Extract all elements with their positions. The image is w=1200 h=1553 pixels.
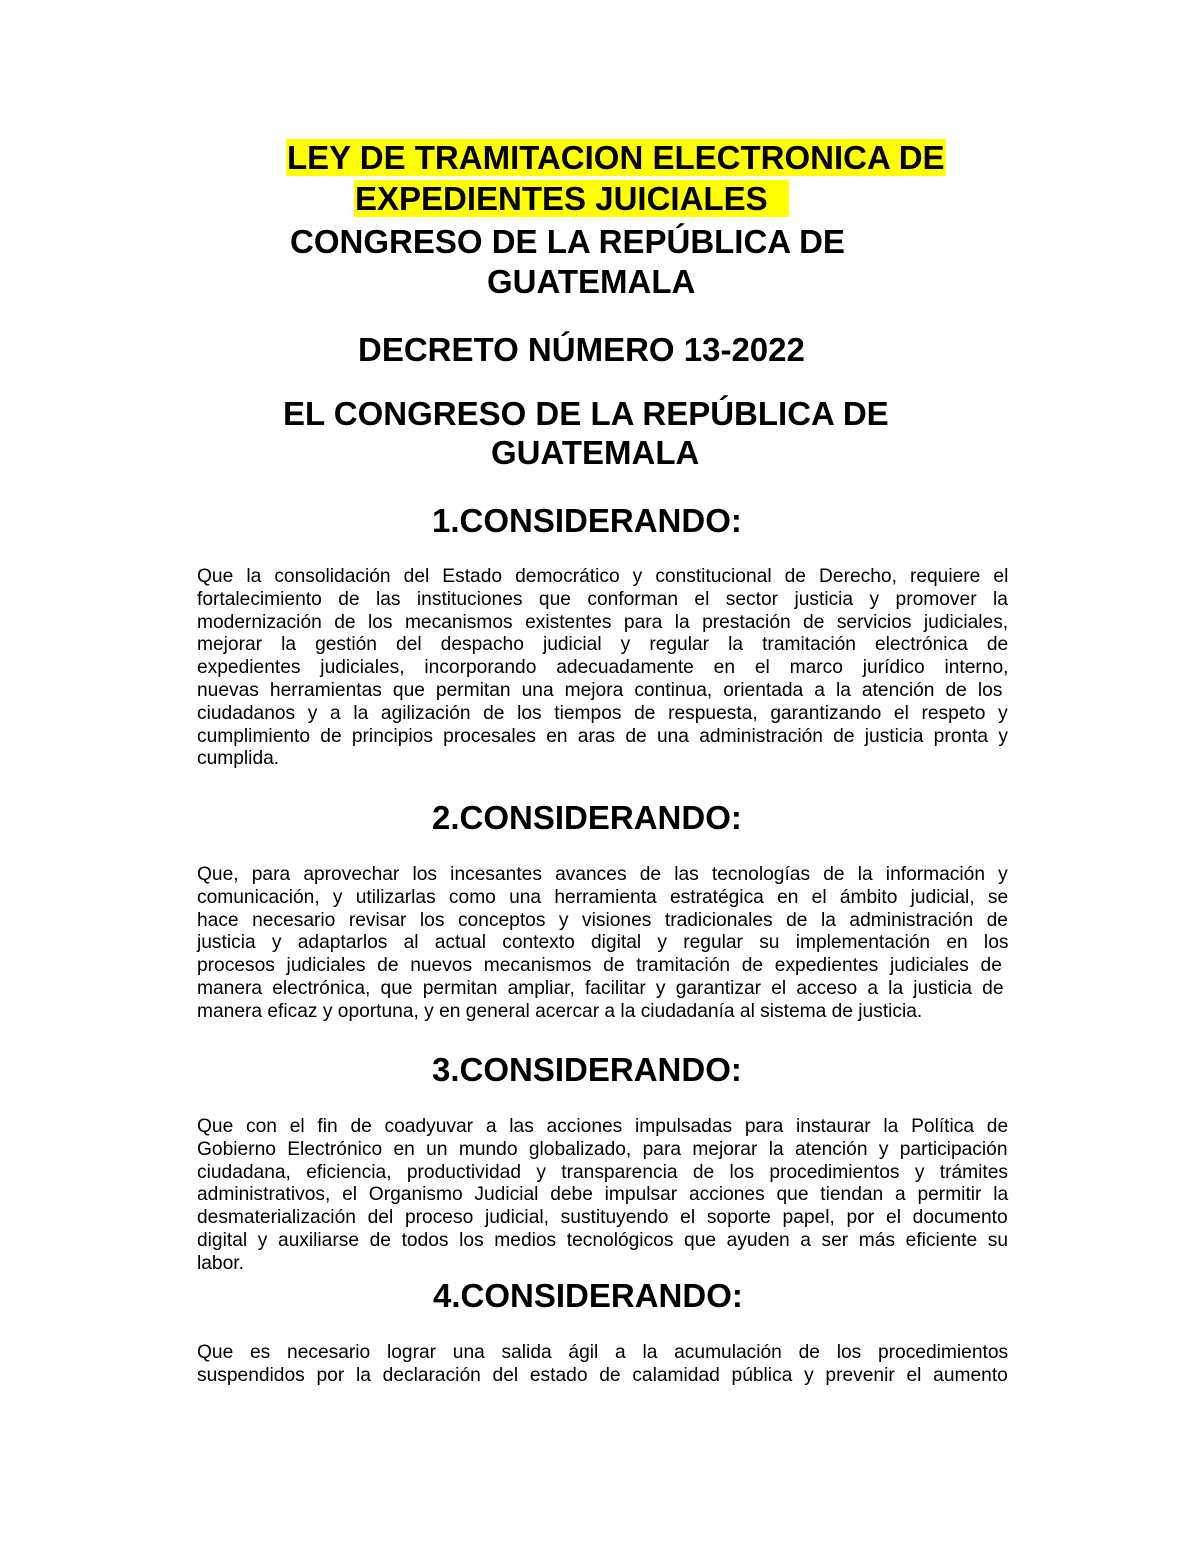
paragraph-line: Que con el fin de coadyuvar a las acciones impulsadas para instaurar la Política de [197,1116,1009,1137]
title-highlight: LEY DE TRAMITACION ELECTRONICA DE [287,139,945,176]
title-highlight: EXPEDIENTES JUICIALES [355,180,768,217]
paragraph-line: ciudadanos y a la agilización de los tiempos de respuesta, garantizando el respeto y [197,702,1008,724]
paragraph-line: cumplimiento de principios procesales en aras de una administración de justicia pronta y [197,725,1008,747]
issuer-heading-line-2: GUATEMALA [491,434,700,471]
paragraph-line: ciudadana, eficiencia, productividad y transparencia de los procedimientos y trámites [197,1161,1008,1183]
paragraph-line: fortalecimiento de las instituciones que conforman el sector justicia y promover la [197,588,1008,610]
paragraph-line: justicia y adaptarlos al actual contexto digital y regular su implementación en los [197,932,1009,954]
document-title-line-1 [286,139,946,177]
document-title-line-2 [354,180,789,218]
issuer-heading-line-1: EL CONGRESO DE LA REPÚBLICA DE [283,395,889,432]
paragraph-line: Que la consolidación del Estado democrático y constitucional de Derecho, requiere el [197,566,1009,587]
paragraph-line: labor. [197,1252,244,1274]
paragraph-line: Gobierno Electrónico en un mundo globalizado, para mejorar la atención y participación [197,1138,1008,1160]
paragraph-line: comunicación, y utilizarlas como una herramienta estratégica en el ámbito judicial, se [197,886,1009,908]
paragraph-line: manera electrónica, que permitan ampliar, facilitar y garantizar el acceso a la justicia de [197,977,1004,999]
section-heading-2: 2.CONSIDERANDO: [432,799,742,836]
paragraph-line: hace necesario revisar los conceptos y visiones tradicionales de la administración de [197,909,1008,931]
section-heading-1: 1.CONSIDERANDO: [432,502,742,539]
congress-heading-line-2: GUATEMALA [487,263,696,300]
paragraph-line: nuevas herramientas que permitan una mejora continua, orientada a la atención de los [197,679,1003,701]
section-paragraph-4 [197,1342,1008,1388]
paragraph-line: modernización de los mecanismos existentes para la prestación de servicios judiciales, [197,611,1009,633]
paragraph-line: suspendidos por la declaración del estado de calamidad pública y prevenir el aumento [197,1364,1008,1386]
paragraph-line: Que, para aprovechar los incesantes avances de las tecnologías de la información y [197,864,1008,885]
paragraph-line: expedientes judiciales, incorporando adecuadamente en el marco jurídico interno, [197,657,1009,679]
section-paragraph-3 [197,1116,1008,1276]
paragraph-line: desmaterialización del proceso judicial, sustituyendo el soporte papel, por el documento [197,1207,1008,1229]
paragraph-line: manera eficaz y oportuna, y en general acercar a la ciudadanía al sistema de justicia. [197,1000,923,1022]
section-paragraph-1 [197,566,1008,771]
paragraph-line: administrativos, el Organismo Judicial debe impulsar acciones que tiendan a permitir la [197,1184,1009,1206]
section-paragraph-2 [197,864,1008,1024]
paragraph-line: procesos judiciales de nuevos mecanismos de tramitación de expedientes judiciales de [197,955,1002,977]
congress-heading-line-1: CONGRESO DE LA REPÚBLICA DE [290,223,845,260]
paragraph-line: Que es necesario lograr una salida ágil a la acumulación de los procedimientos [197,1342,1009,1363]
paragraph-line: mejorar la gestión del despacho judicial y regular la tramitación electrónica de [197,634,1009,656]
decree-number: DECRETO NÚMERO 13-2022 [358,331,805,368]
paragraph-line: digital y auxiliarse de todos los medios tecnológicos que ayuden a ser más eficiente su [197,1229,1009,1251]
paragraph-line: cumplida. [197,748,280,770]
section-heading-4: 4.CONSIDERANDO: [433,1277,743,1314]
section-heading-3: 3.CONSIDERANDO: [432,1051,742,1088]
